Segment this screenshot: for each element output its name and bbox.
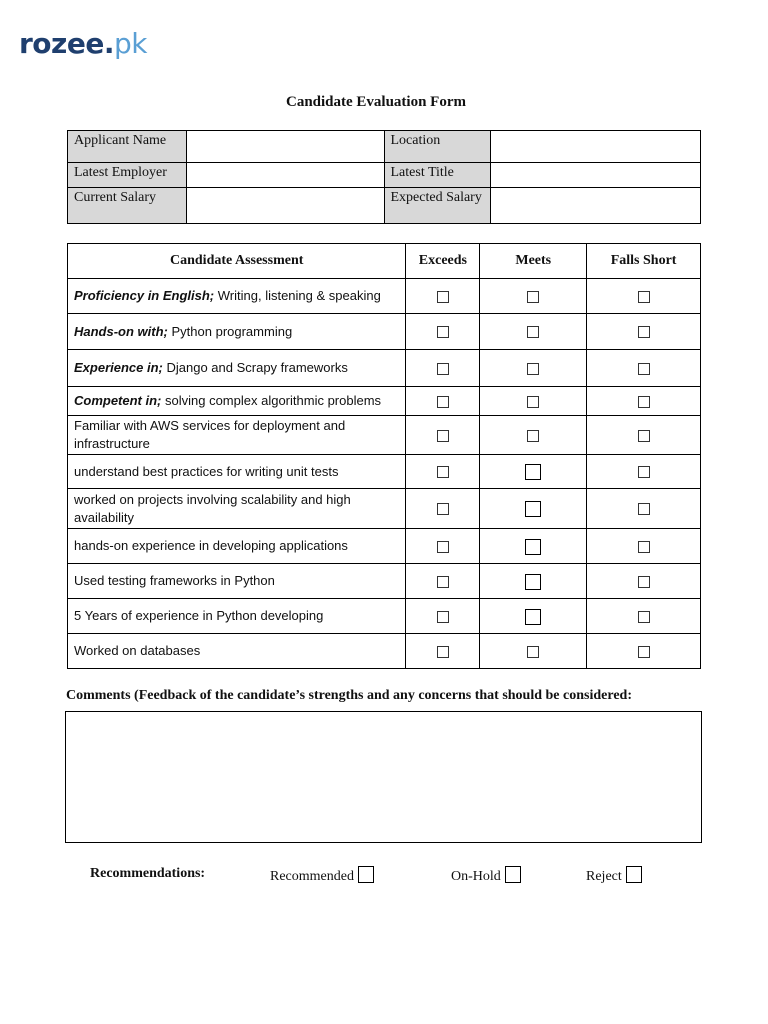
cell-falls-short — [587, 416, 701, 455]
meets-checkbox[interactable] — [525, 539, 541, 555]
latest-title-label: Latest Title — [384, 163, 491, 188]
option-on-hold-label: On-Hold — [451, 869, 501, 884]
criterion-category: Competent in; — [74, 393, 162, 408]
assessment-row — [68, 634, 701, 669]
option-reject[interactable] — [586, 866, 642, 885]
assessment-criterion — [68, 416, 406, 455]
criterion-text: worked on projects involving scalability and high availability — [74, 491, 351, 525]
assessment-row — [68, 529, 701, 564]
exceeds-checkbox[interactable] — [437, 611, 449, 623]
criterion-category: Experience in; — [74, 360, 163, 375]
assessment-row — [68, 279, 701, 314]
reject-checkbox[interactable] — [626, 866, 642, 883]
exceeds-checkbox[interactable] — [437, 396, 449, 408]
cell-falls-short — [587, 529, 701, 564]
cell-meets — [480, 416, 587, 455]
exceeds-checkbox[interactable] — [437, 576, 449, 588]
cell-exceeds — [406, 350, 480, 387]
option-recommended-label: Recommended — [270, 869, 354, 884]
exceeds-checkbox[interactable] — [437, 466, 449, 478]
cell-exceeds — [406, 529, 480, 564]
cell-meets — [480, 564, 587, 599]
cell-exceeds — [406, 599, 480, 634]
criterion-category: Hands-on with; — [74, 323, 168, 339]
assessment-row — [68, 416, 701, 455]
cell-falls-short — [587, 314, 701, 350]
assessment-criterion — [68, 387, 406, 416]
criterion-text: Familiar with AWS services for deployment and infrastructure — [74, 418, 346, 451]
assessment-row — [68, 564, 701, 599]
assessment-row — [68, 455, 701, 489]
meets-checkbox[interactable] — [527, 363, 539, 375]
cell-meets — [480, 387, 587, 416]
assessment-criterion — [68, 599, 406, 634]
cell-meets — [480, 455, 587, 489]
latest-employer-field[interactable] — [186, 163, 384, 188]
comments-label: Comments (Feedback of the candidate’s strengths and any concerns that should be considered: — [66, 688, 632, 703]
rozee-logo: rozee.pk — [19, 27, 147, 60]
header-falls-short: Falls Short — [587, 244, 701, 279]
criterion-category: Proficiency in English; — [74, 288, 215, 303]
cell-falls-short — [587, 634, 701, 669]
expected-salary-label: Expected Salary — [384, 188, 491, 224]
header-candidate-assessment: Candidate Assessment — [68, 244, 406, 279]
current-salary-label: Current Salary — [68, 188, 187, 224]
falls-short-checkbox[interactable] — [638, 611, 650, 623]
exceeds-checkbox[interactable] — [437, 430, 449, 442]
falls-short-checkbox[interactable] — [638, 576, 650, 588]
cell-meets — [480, 489, 587, 529]
recommended-checkbox[interactable] — [358, 866, 374, 883]
location-label: Location — [384, 131, 491, 163]
applicant-name-field[interactable] — [186, 131, 384, 163]
assessment-criterion — [68, 455, 406, 489]
recommendations-label: Recommendations: — [90, 866, 206, 881]
falls-short-checkbox[interactable] — [638, 396, 650, 408]
option-on-hold[interactable] — [451, 866, 521, 885]
cell-meets — [480, 314, 587, 350]
falls-short-checkbox[interactable] — [638, 363, 650, 375]
cell-falls-short — [587, 350, 701, 387]
on-hold-checkbox[interactable] — [505, 866, 521, 883]
cell-exceeds — [406, 489, 480, 529]
meets-checkbox[interactable] — [527, 291, 539, 303]
cell-exceeds — [406, 416, 480, 455]
exceeds-checkbox[interactable] — [437, 646, 449, 658]
cell-exceeds — [406, 634, 480, 669]
comments-box[interactable] — [65, 711, 702, 843]
falls-short-checkbox[interactable] — [638, 326, 650, 338]
criterion-text: hands-on experience in developing applications — [74, 538, 348, 553]
latest-title-field[interactable] — [491, 163, 701, 188]
assessment-criterion — [68, 279, 406, 314]
cell-falls-short — [587, 599, 701, 634]
cell-falls-short — [587, 387, 701, 416]
cell-exceeds — [406, 279, 480, 314]
assessment-criterion — [68, 529, 406, 564]
criterion-text: understand best practices for writing unit tests — [74, 463, 339, 479]
falls-short-checkbox[interactable] — [638, 291, 650, 303]
expected-salary-field[interactable] — [491, 188, 701, 224]
assessment-criterion — [68, 489, 406, 529]
criterion-text: solving complex algorithmic problems — [161, 393, 382, 408]
cell-meets — [480, 634, 587, 669]
cell-meets — [480, 279, 587, 314]
criterion-text: Python programming — [167, 323, 293, 339]
cell-falls-short — [587, 455, 701, 489]
assessment-criterion — [68, 634, 406, 669]
meets-checkbox[interactable] — [527, 326, 539, 338]
cell-meets — [480, 529, 587, 564]
assessment-criterion — [68, 564, 406, 599]
applicant-name-label: Applicant Name — [68, 131, 187, 163]
cell-exceeds — [406, 455, 480, 489]
falls-short-checkbox[interactable] — [638, 646, 650, 658]
header-exceeds: Exceeds — [406, 244, 480, 279]
cell-falls-short — [587, 489, 701, 529]
cell-exceeds — [406, 564, 480, 599]
cell-exceeds — [406, 387, 480, 416]
current-salary-field[interactable] — [186, 188, 384, 224]
criterion-text: Django and Scrapy frameworks — [162, 360, 348, 375]
exceeds-checkbox[interactable] — [437, 503, 449, 515]
assessment-row — [68, 489, 701, 529]
candidate-assessment-table — [67, 243, 701, 669]
criterion-text: Writing, listening & speaking — [214, 288, 381, 303]
meets-checkbox[interactable] — [525, 574, 541, 590]
exceeds-checkbox[interactable] — [437, 363, 449, 375]
meets-checkbox[interactable] — [525, 464, 541, 480]
exceeds-checkbox[interactable] — [437, 541, 449, 553]
criterion-text: Used testing frameworks in Python — [74, 573, 275, 588]
cell-falls-short — [587, 279, 701, 314]
option-recommended[interactable] — [270, 866, 374, 885]
assessment-row — [68, 599, 701, 634]
criterion-text: Worked on databases — [74, 643, 201, 658]
assessment-criterion — [68, 314, 406, 350]
criterion-text: 5 Years of experience in Python developing — [74, 608, 324, 623]
location-field[interactable] — [491, 131, 701, 163]
falls-short-checkbox[interactable] — [638, 466, 650, 478]
header-meets: Meets — [480, 244, 587, 279]
meets-checkbox[interactable] — [527, 646, 539, 658]
assessment-row — [68, 314, 701, 350]
assessment-row — [68, 387, 701, 416]
falls-short-checkbox[interactable] — [638, 430, 650, 442]
cell-meets — [480, 599, 587, 634]
exceeds-checkbox[interactable] — [437, 326, 449, 338]
assessment-criterion — [68, 350, 406, 387]
assessment-row — [68, 350, 701, 387]
meets-checkbox[interactable] — [527, 396, 539, 408]
falls-short-checkbox[interactable] — [638, 541, 650, 553]
meets-checkbox[interactable] — [525, 609, 541, 625]
form-title: Candidate Evaluation Form — [285, 94, 466, 110]
meets-checkbox[interactable] — [527, 430, 539, 442]
cell-exceeds — [406, 314, 480, 350]
falls-short-checkbox[interactable] — [638, 503, 650, 515]
applicant-info-table — [67, 130, 701, 224]
option-reject-label: Reject — [586, 869, 622, 884]
cell-meets — [480, 350, 587, 387]
latest-employer-label: Latest Employer — [68, 163, 187, 188]
exceeds-checkbox[interactable] — [437, 291, 449, 303]
meets-checkbox[interactable] — [525, 501, 541, 517]
cell-falls-short — [587, 564, 701, 599]
